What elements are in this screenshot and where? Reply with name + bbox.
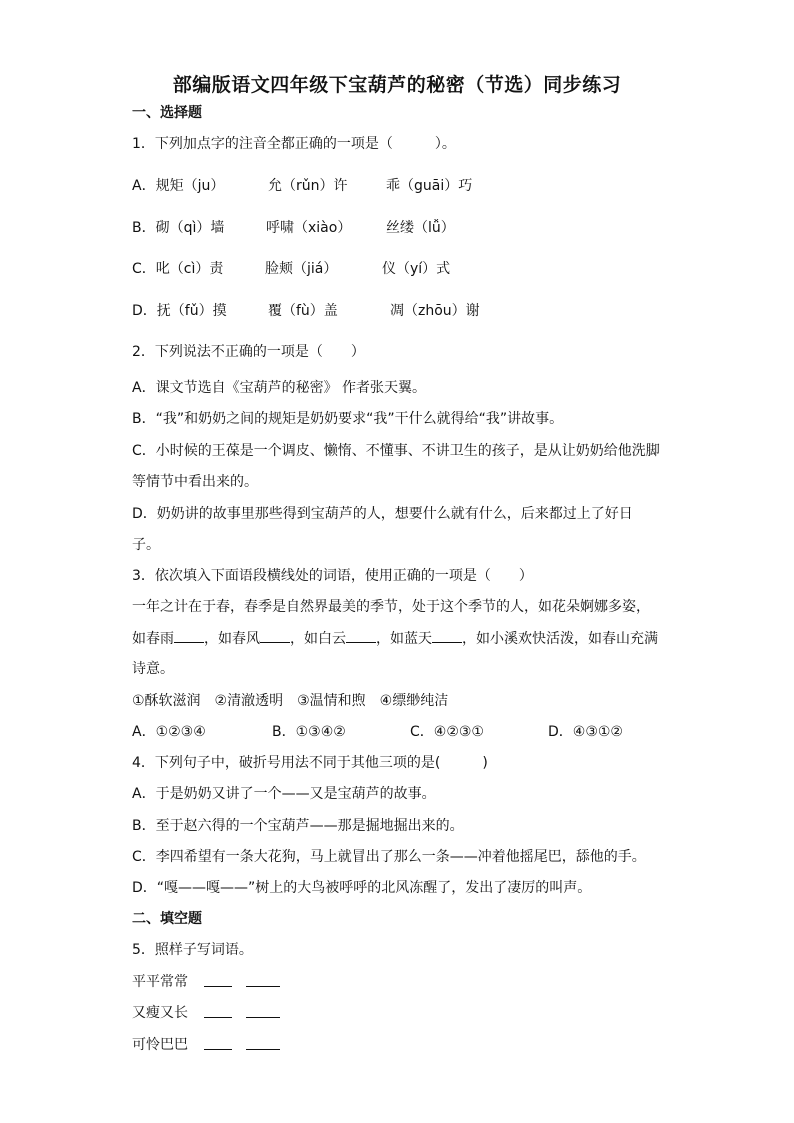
q4-option-b: B．至于赵六得的一个宝葫芦——那是掘地掘出来的。 bbox=[132, 818, 464, 834]
q5-example-word: 平平常常 bbox=[132, 974, 188, 990]
q1-option-c-3: 仪（yí）式 bbox=[382, 261, 451, 277]
q3-word-choices: ①酥软滋润 ②清澈透明 ③温情和煦 ④缥缈纯洁 bbox=[132, 693, 449, 709]
q5-example-word: 又瘦又长 bbox=[132, 1005, 188, 1021]
q3-blank-4[interactable] bbox=[432, 628, 462, 643]
q1-option-b-1: B．砌（qì）墙 bbox=[132, 220, 225, 236]
q5-example-row bbox=[132, 1003, 188, 1023]
q3-passage-part: ，如小溪欢快活泼，如春山充满 bbox=[462, 631, 658, 647]
q1-option-d-3: 凋（zhōu）谢 bbox=[390, 303, 480, 319]
q2-option-c-line1: C．小时候的王葆是一个调皮、懒惰、不懂事、不讲卫生的孩子，是从让奶奶给他洗脚 bbox=[132, 443, 660, 459]
q3-option-a: A．①②③④ bbox=[132, 724, 206, 740]
q5-blank[interactable] bbox=[246, 1035, 280, 1050]
q3-blank-3[interactable] bbox=[346, 628, 376, 643]
section-heading-fill: 二、填空题 bbox=[132, 911, 202, 927]
q1-option-a-2: 允（rǔn）许 bbox=[268, 178, 348, 194]
q3-option-d: D．④③①② bbox=[548, 724, 623, 740]
q1-option-a-1: A．规矩（ju） bbox=[132, 178, 225, 194]
q3-passage-part: 如春雨 bbox=[132, 631, 174, 647]
q5-blank[interactable] bbox=[204, 1035, 232, 1050]
q2-option-d-line2: 子。 bbox=[132, 537, 160, 553]
q3-passage-part: ，如蓝天 bbox=[376, 631, 432, 647]
q5-blank[interactable] bbox=[204, 1003, 232, 1018]
q3-passage-line1: 一年之计在于春，春季是自然界最美的季节，处于这个季节的人，如花朵婀娜多姿， bbox=[132, 599, 650, 615]
q2-option-c-line2: 等情节中看出来的。 bbox=[132, 474, 258, 490]
q2-option-a: A．课文节选自《宝葫芦的秘密》 作者张天翼。 bbox=[132, 380, 427, 396]
question-1-stem: 1．下列加点字的注音全都正确的一项是（ ）。 bbox=[132, 136, 456, 152]
q5-example-row bbox=[132, 972, 188, 992]
page-title: 部编版语文四年级下宝葫芦的秘密（节选）同步练习 bbox=[172, 74, 622, 96]
question-3-stem: 3．依次填入下面语段横线处的词语，使用正确的一项是（ ） bbox=[132, 568, 533, 584]
q5-blank[interactable] bbox=[246, 972, 280, 987]
q5-example-word: 可怜巴巴 bbox=[132, 1037, 188, 1053]
question-4-stem: 4．下列句子中，破折号用法不同于其他三项的是( ) bbox=[132, 755, 488, 771]
q4-option-d: D．“嘎——嘎——”树上的大鸟被呼呼的北风冻醒了，发出了凄厉的叫声。 bbox=[132, 880, 592, 896]
q1-option-d-2: 覆（fù）盖 bbox=[268, 303, 338, 319]
q3-passage-part: ，如春风 bbox=[204, 631, 260, 647]
q2-option-b: B．“我”和奶奶之间的规矩是奶奶要求“我”干什么就得给“我”讲故事。 bbox=[132, 411, 564, 427]
q2-option-d-line1: D．奶奶讲的故事里那些得到宝葫芦的人，想要什么就有什么，后来都过上了好日 bbox=[132, 506, 633, 522]
question-2-stem: 2．下列说法不正确的一项是（ ） bbox=[132, 344, 365, 360]
q5-example-row bbox=[132, 1035, 188, 1055]
q5-blank[interactable] bbox=[246, 1003, 280, 1018]
q3-blank-2[interactable] bbox=[260, 628, 290, 643]
q4-option-a: A．于是奶奶又讲了一个——又是宝葫芦的故事。 bbox=[132, 786, 436, 802]
q3-blank-1[interactable] bbox=[174, 628, 204, 643]
question-5-stem: 5．照样子写词语。 bbox=[132, 942, 253, 958]
q3-passage-line3: 诗意。 bbox=[132, 661, 174, 677]
q1-option-c-2: 脸颊（jiá） bbox=[265, 261, 338, 277]
q1-option-a-3: 乖（guāi）巧 bbox=[386, 178, 473, 194]
q1-option-b-3: 丝缕（lǚ） bbox=[386, 220, 455, 236]
section-heading-choice: 一、选择题 bbox=[132, 105, 202, 121]
q5-blank[interactable] bbox=[204, 972, 232, 987]
q1-option-c-1: C．叱（cì）责 bbox=[132, 261, 224, 277]
q1-option-d-1: D．抚（fǔ）摸 bbox=[132, 303, 227, 319]
q1-option-b-2: 呼啸（xiào） bbox=[266, 220, 352, 236]
q3-passage-line2 bbox=[132, 628, 658, 649]
q3-passage-part: ，如白云 bbox=[290, 631, 346, 647]
q4-option-c: C．李四希望有一条大花狗，马上就冒出了那么一条——冲着他摇尾巴，舔他的手。 bbox=[132, 849, 646, 865]
q3-option-c: C．④②③① bbox=[410, 724, 484, 740]
q3-option-b: B．①③④② bbox=[272, 724, 346, 740]
